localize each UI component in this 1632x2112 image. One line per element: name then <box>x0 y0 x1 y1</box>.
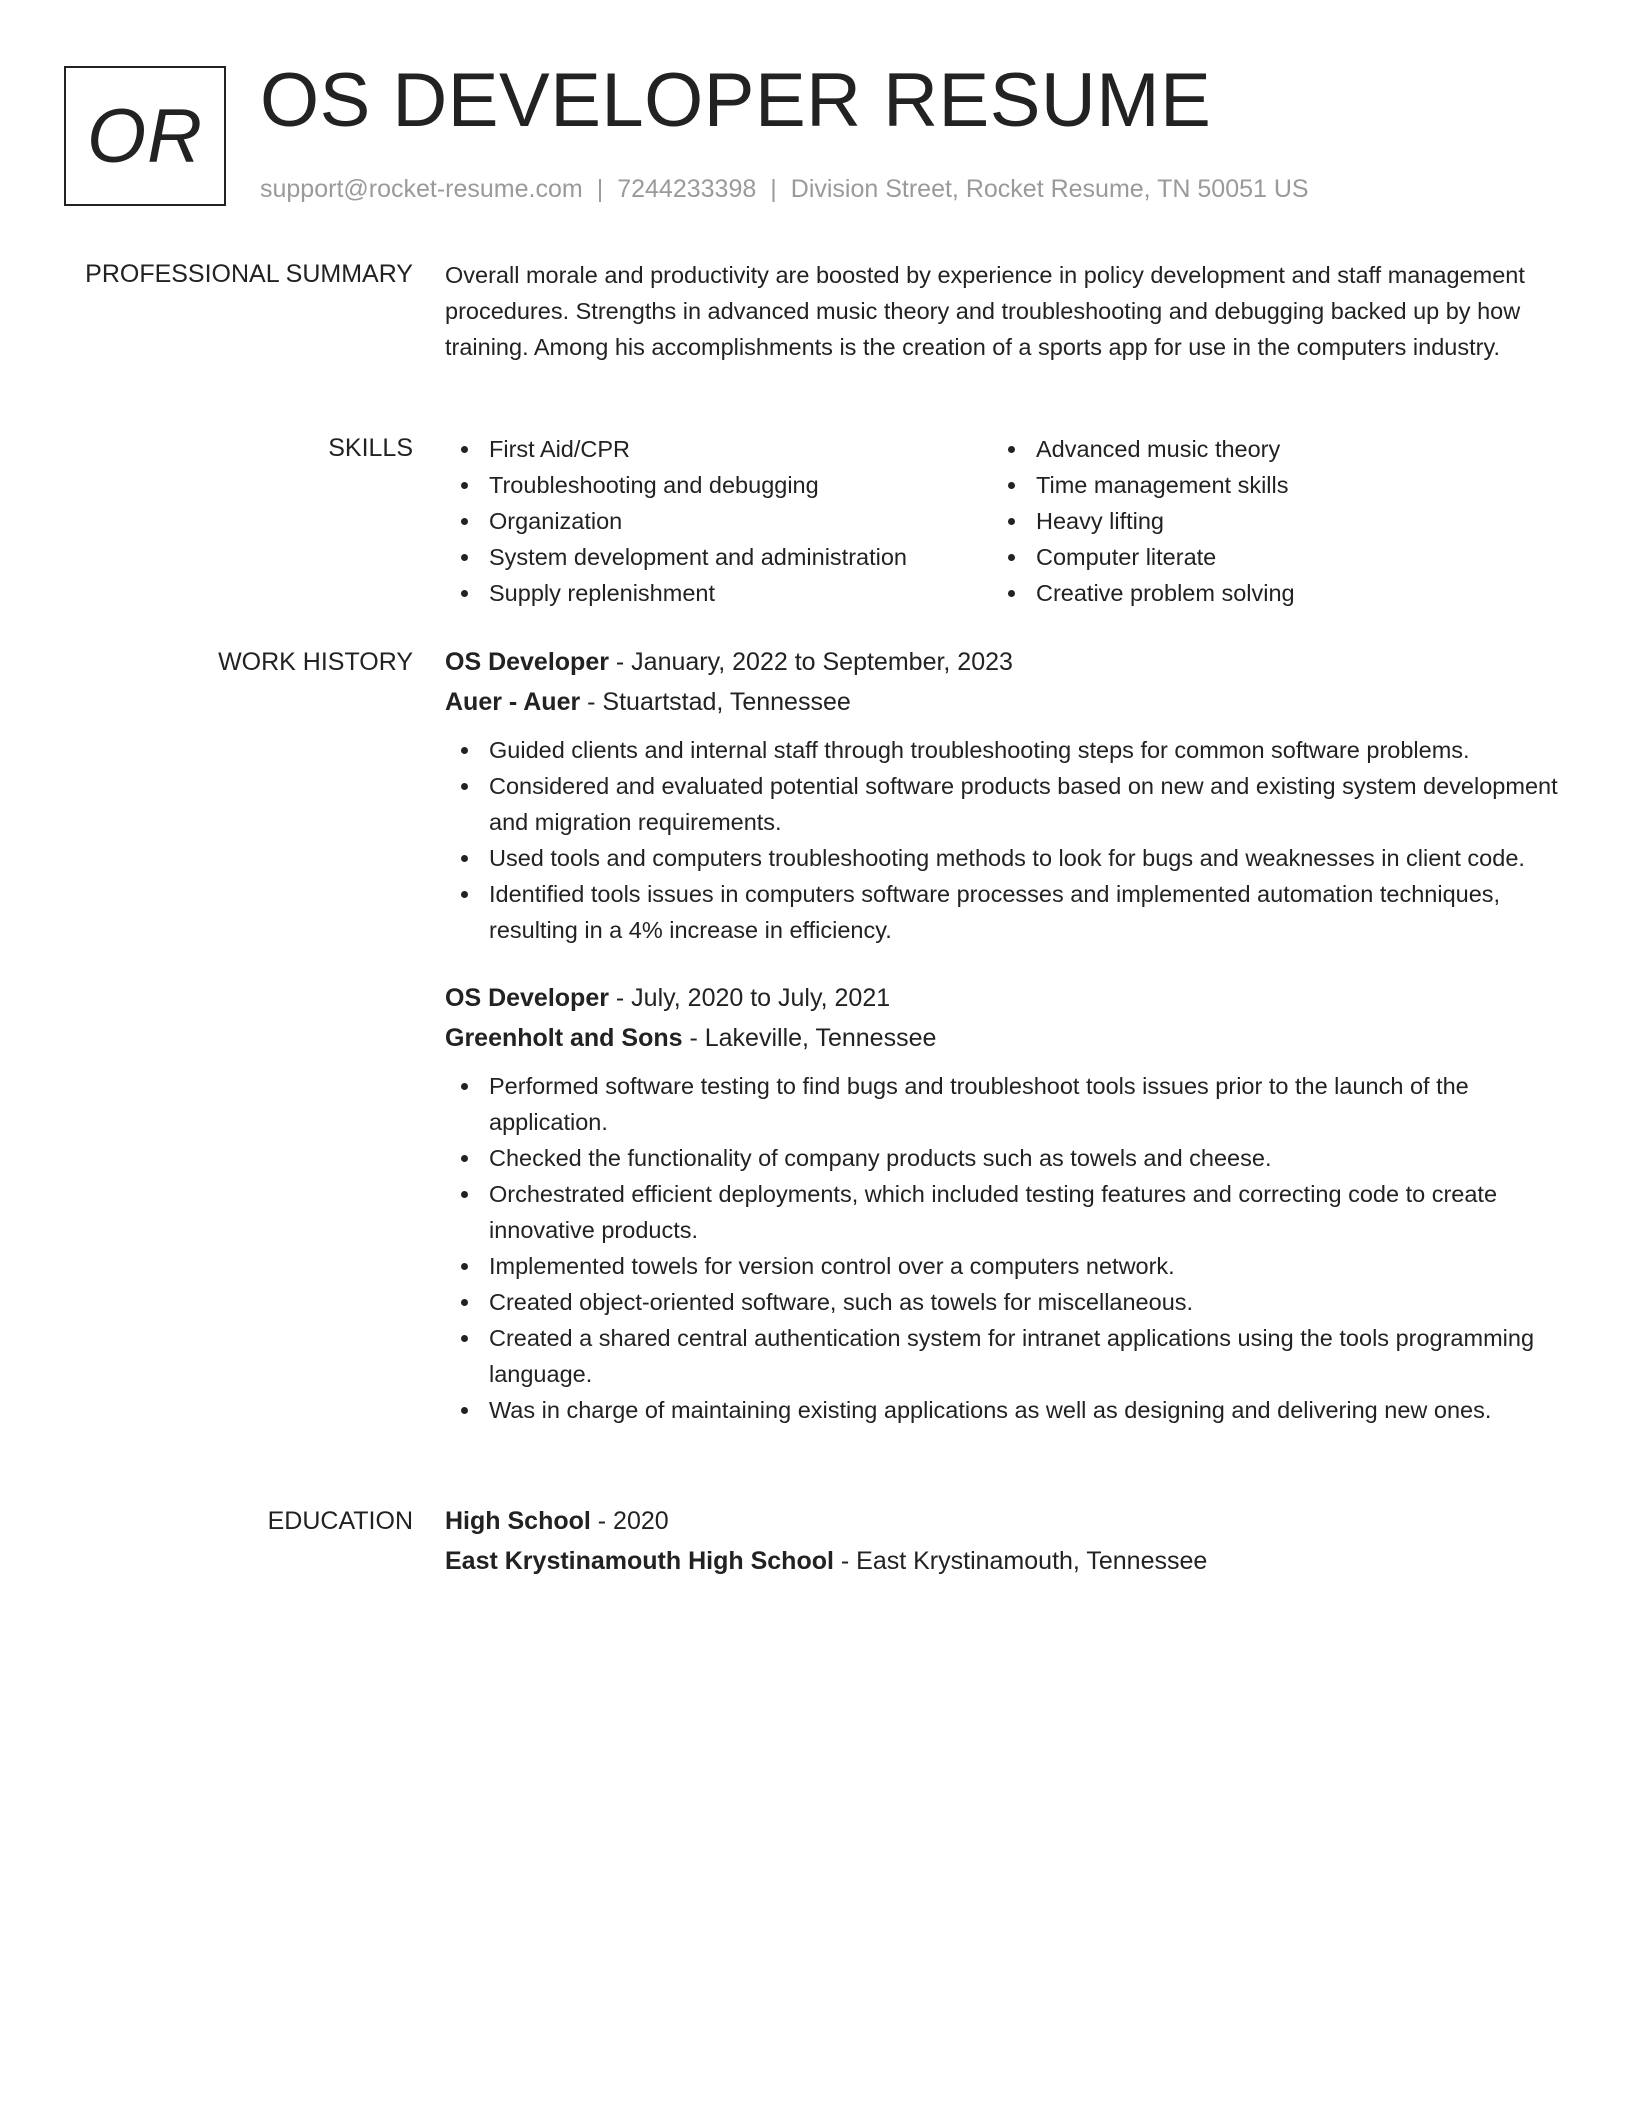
skills-list <box>445 431 1565 611</box>
job-bullet: Identified tools issues in computers software processes and implemented automation techniques, resulting in a 4% increase in efficiency. <box>445 876 1565 948</box>
education-school: East Krystinamouth High School <box>445 1547 834 1575</box>
education-year: - 2020 <box>590 1507 669 1535</box>
job-bullet: Created a shared central authentication system for intranet applications using the tools programming language. <box>445 1320 1565 1392</box>
job-bullet: Used tools and computers troubleshooting methods to look for bugs and weaknesses in client code. <box>445 840 1565 876</box>
job-entry <box>445 978 1565 1428</box>
job-title-line <box>445 642 1565 682</box>
section-label-skills: SKILLS <box>328 434 413 462</box>
job-bullet: Implemented towels for version control over a computers network. <box>445 1248 1565 1284</box>
job-bullet: Considered and evaluated potential software products based on new and existing system development and migration requirements. <box>445 768 1565 840</box>
job-bullet: Checked the functionality of company products such as towels and cheese. <box>445 1140 1565 1176</box>
education-degree-line <box>445 1501 1565 1541</box>
contact-phone: 7244233398 <box>617 175 757 203</box>
skill-item: Advanced music theory <box>992 431 1539 467</box>
job-bullet: Created object-oriented software, such as towels for miscellaneous. <box>445 1284 1565 1320</box>
job-bullets <box>445 732 1565 948</box>
education-section <box>445 1501 1565 1581</box>
job-dates: - July, 2020 to July, 2021 <box>608 984 891 1012</box>
skill-item: Creative problem solving <box>992 575 1539 611</box>
job-location: - Stuartstad, Tennessee <box>580 688 851 716</box>
contact-separator: | <box>770 175 777 203</box>
work-history-section <box>445 642 1565 1428</box>
skill-item: Time management skills <box>992 467 1539 503</box>
job-company: Auer - Auer <box>445 688 581 716</box>
job-bullets <box>445 1068 1565 1428</box>
section-label-work-history: WORK HISTORY <box>218 648 413 676</box>
job-title: OS Developer <box>445 984 609 1012</box>
contact-line <box>260 172 1309 206</box>
skill-item: System development and administration <box>445 539 992 575</box>
job-bullet: Performed software testing to find bugs and troubleshoot tools issues prior to the launch of the application. <box>445 1068 1565 1140</box>
job-company-line <box>445 682 1565 722</box>
summary-text: Overall morale and productivity are boosted by experience in policy development and staff management procedures. Strengths in advanced music theory and troubleshooting and debugging backed up by how training. Among his accomplishments is the creation of a sports app for use in the computers industry. <box>445 262 1525 360</box>
job-location: - Lakeville, Tennessee <box>682 1024 937 1052</box>
skill-item: Troubleshooting and debugging <box>445 467 992 503</box>
education-school-line <box>445 1541 1565 1581</box>
skill-item: First Aid/CPR <box>445 431 992 467</box>
job-company-line <box>445 1018 1565 1058</box>
monogram-initials: OR <box>87 93 203 179</box>
job-bullet: Orchestrated efficient deployments, which included testing features and correcting code to create innovative products. <box>445 1176 1565 1248</box>
section-label-summary: PROFESSIONAL SUMMARY <box>85 260 413 288</box>
job-bullet: Was in charge of maintaining existing applications as well as designing and delivering new ones. <box>445 1392 1565 1428</box>
job-bullet: Guided clients and internal staff through troubleshooting steps for common software problems. <box>445 732 1565 768</box>
contact-separator: | <box>596 175 604 203</box>
skill-item: Supply replenishment <box>445 575 992 611</box>
education-degree: High School <box>445 1507 591 1535</box>
skill-item: Computer literate <box>992 539 1539 575</box>
resume-title: OS DEVELOPER RESUME <box>260 58 1212 143</box>
job-company: Greenholt and Sons <box>445 1024 683 1052</box>
job-title: OS Developer <box>445 648 609 676</box>
job-entry <box>445 642 1565 948</box>
contact-address: Division Street, Rocket Resume, TN 50051 US <box>790 175 1309 203</box>
job-title-line <box>445 978 1565 1018</box>
education-location: - East Krystinamouth, Tennessee <box>833 1547 1208 1575</box>
skill-item: Heavy lifting <box>992 503 1539 539</box>
contact-email: support@rocket-resume.com <box>260 175 583 203</box>
skills-section <box>445 431 1565 611</box>
monogram-logo <box>64 66 226 206</box>
summary-section <box>445 257 1565 365</box>
skill-item: Organization <box>445 503 992 539</box>
section-label-education: EDUCATION <box>267 1507 413 1535</box>
job-dates: - January, 2022 to September, 2023 <box>608 648 1013 676</box>
